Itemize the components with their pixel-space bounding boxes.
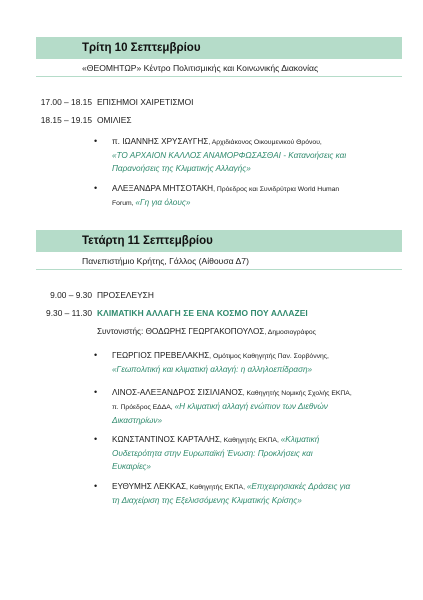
talk-title: Ουδετερότητα στην Ευρωπαϊκή Ένωση: Προκλήσεις και bbox=[112, 449, 313, 458]
speaker-name: ΕΥΘΥΜΗΣ ΛΕΚΚΑΣ bbox=[112, 482, 187, 491]
bullet-icon: • bbox=[94, 387, 98, 397]
time-slot: 17.00 – 18.15 bbox=[40, 97, 92, 107]
talk-title: τη Διαχείριση της Εξελισσόμενης Κλιματικής Κρίσης» bbox=[112, 496, 302, 505]
speaker-role: , Ομότιμος Καθηγητής Παν. Σορβόννης, bbox=[209, 353, 329, 360]
speaker-role: , Καθηγητής ΕΚΠΑ, bbox=[186, 484, 247, 491]
day2-title-band bbox=[36, 230, 402, 252]
speaker-name: π. ΙΩΑΝΝΗΣ ΧΡΥΣΑΥΓΗΣ bbox=[112, 137, 209, 146]
moderator-role: , Δημοσιογράφος bbox=[264, 329, 316, 336]
bullet-icon: • bbox=[94, 183, 98, 193]
talk-title: Ευκαιρίες» bbox=[112, 462, 151, 471]
speaker-item bbox=[94, 386, 402, 427]
speaker-name: ΚΩΝΣΤΑΝΤΙΝΟΣ ΚΑΡΤΑΛΗΣ bbox=[112, 435, 220, 444]
speaker-item bbox=[94, 433, 402, 473]
bullet-icon: • bbox=[94, 350, 98, 360]
day1-header bbox=[36, 37, 402, 77]
talk-title: «Η κλιματική αλλαγή ενώπιον των Διεθνών bbox=[174, 402, 328, 411]
time-slot: 18.15 – 19.15 bbox=[40, 115, 92, 125]
day2-header bbox=[36, 230, 402, 270]
day1-venue: «ΘΕΟΜΗΤΩΡ» Κέντρο Πολιτισμικής και Κοινωνικής Διακονίας bbox=[82, 63, 319, 73]
session-title: ΚΛΙΜΑΤΙΚΗ ΑΛΛΑΓΗ ΣΕ ΕΝΑ ΚΟΣΜΟ ΠΟΥ ΑΛΛΑΖΕΙ bbox=[97, 308, 308, 318]
speaker-item bbox=[94, 182, 402, 210]
speaker-name: ΑΛΕΞΑΝΔΡΑ ΜΗΤΣΟΤΑΚΗ bbox=[112, 184, 214, 193]
speaker-role: , Καθηγητής ΕΚΠΑ, bbox=[219, 437, 281, 444]
talk-title: «Γη για όλους» bbox=[135, 198, 191, 207]
day2-venue: Πανεπιστήμιο Κρήτης, Γάλλος (Αίθουσα Δ7) bbox=[82, 256, 249, 266]
bullet-icon: • bbox=[94, 136, 98, 146]
moderator-line bbox=[97, 327, 316, 336]
moderator-label: Συντονιστής: bbox=[97, 327, 146, 336]
speaker-name: ΛΙΝΟΣ-ΑΛΕΞΑΝΔΡΟΣ ΣΙΣΙΛΙΑΝΟΣ bbox=[112, 388, 243, 397]
talk-title: Δικαστηρίων» bbox=[112, 416, 163, 425]
session-title: ΠΡΟΣΕΛΕΥΣΗ bbox=[97, 290, 154, 300]
moderator-name: ΘΟΔΩΡΗΣ ΓΕΩΡΓΑΚΟΠΟΥΛΟΣ bbox=[145, 327, 265, 336]
speaker-role: π. Πρόεδρος ΕΔΔΑ, bbox=[112, 404, 175, 411]
speaker-item bbox=[94, 349, 402, 376]
speaker-role: , Καθηγητής Νομικής Σχολής ΕΚΠΑ, bbox=[242, 390, 352, 397]
speaker-role: Forum, bbox=[112, 200, 136, 207]
talk-title: «Γεωπολιτική και κλιματική αλλαγή: η αλληλοεπίδραση» bbox=[112, 365, 313, 374]
time-slot: 9.30 – 11.30 bbox=[46, 308, 92, 318]
talk-title: «Κλιματική bbox=[280, 435, 320, 444]
day2-divider bbox=[36, 269, 402, 270]
speaker-name: ΓΕΩΡΓΙΟΣ ΠΡΕΒΕΛΑΚΗΣ bbox=[112, 351, 210, 360]
day1-title: Τρίτη 10 Σεπτεμβρίου bbox=[82, 42, 201, 54]
talk-title: «ΤΟ ΑΡΧΑΙΟΝ ΚΑΛΛΟΣ ΑΝΑΜΟΡΦΩΣΑΣΘΑΙ - Κατανοήσεις και bbox=[112, 151, 347, 160]
talk-title: «Επιχειρησιακές Δράσεις για bbox=[246, 482, 351, 491]
day2-title: Τετάρτη 11 Σεπτεμβρίου bbox=[82, 235, 213, 247]
speaker-role: , Πρόεδρος και Συνιδρύτρια World Human bbox=[213, 186, 340, 193]
speaker-item bbox=[94, 480, 402, 507]
day1-divider bbox=[36, 76, 402, 77]
speaker-role: , Αρχιδιάκονος Οικουμενικού Θρόνου, bbox=[208, 139, 322, 146]
speaker-item bbox=[94, 135, 402, 175]
session-title: ΕΠΙΣΗΜΟΙ ΧΑΙΡΕΤΙΣΜΟΙ bbox=[97, 97, 194, 107]
talk-title: Παρανοήσεις της Κλιματικής Αλλαγής» bbox=[112, 164, 251, 173]
session-title: ΟΜΙΛΙΕΣ bbox=[97, 115, 132, 125]
time-slot: 9.00 – 9.30 bbox=[50, 290, 92, 300]
bullet-icon: • bbox=[94, 434, 98, 444]
bullet-icon: • bbox=[94, 481, 98, 491]
day1-title-band bbox=[36, 37, 402, 59]
